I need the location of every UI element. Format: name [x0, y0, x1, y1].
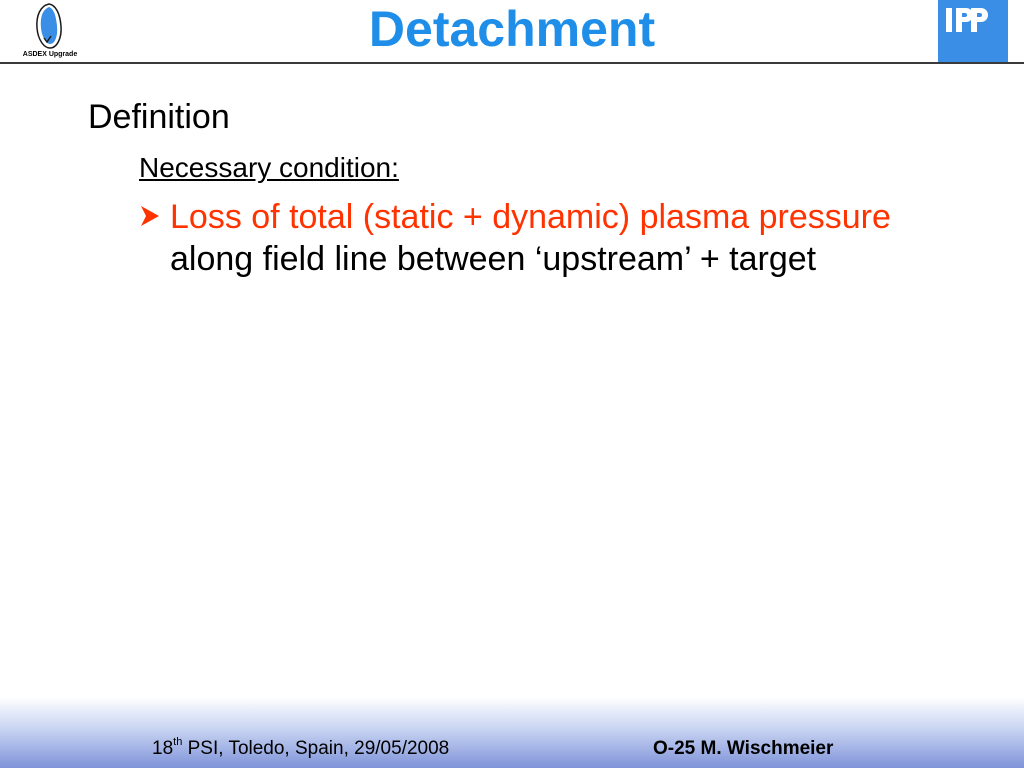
arrowhead-bullet-icon	[139, 204, 161, 233]
footer-event-number: 18	[152, 738, 174, 759]
bullet-text-highlight: Loss of total (static + dynamic) plasma pressure	[170, 198, 891, 236]
footer-event-details: PSI, Toledo, Spain, 29/05/2008	[187, 738, 450, 759]
header-divider	[0, 62, 1024, 64]
bullet-text	[170, 196, 910, 280]
ipp-logo-icon	[944, 6, 990, 36]
asdex-upgrade-caption: ASDEX Upgrade	[22, 51, 78, 58]
footer-event-superscript: th	[173, 736, 183, 748]
bullet-text-rest: along field line between ‘upstream’ + target	[170, 240, 817, 278]
footer-event	[152, 738, 449, 760]
ipp-logo	[938, 0, 1008, 62]
subheading-necessary-condition: Necessary condition:	[139, 152, 399, 183]
footer-presenter: O-25 M. Wischmeier	[653, 738, 834, 759]
heading-definition: Definition	[88, 98, 230, 136]
slide-title: Detachment	[368, 1, 656, 57]
